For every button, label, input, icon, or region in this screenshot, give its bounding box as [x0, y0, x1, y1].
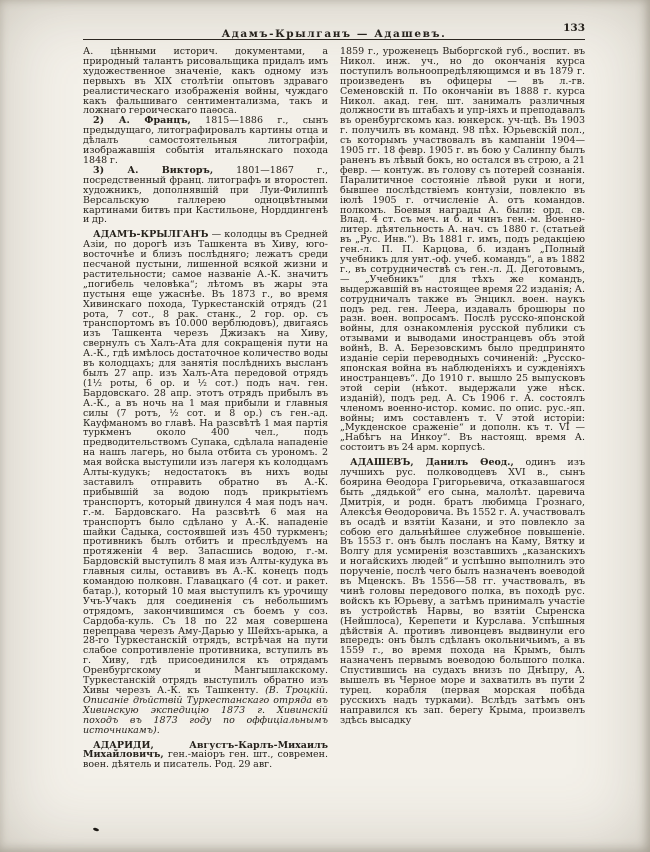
entry-adam-franz	[83, 116, 328, 166]
paragraph-text: ген.-маіоръ ген. шт., современ. воен. дѣятель и писатель. Род. 29 авг.	[83, 749, 328, 771]
entry-adashev	[340, 458, 585, 725]
page-header	[83, 22, 585, 40]
paragraph-text: 1801—1867 г., посредственный франц. литографъ и второстеп. художникъ, дополнявшій при Луи-Филиппѣ Версальскую галлерею одноцвѣтными картинами битвъ при Кастильоне, Норддингенѣ и др.	[83, 164, 328, 226]
entry-headword: 3) А. Викторъ,	[93, 164, 214, 176]
entry-adaridi	[83, 741, 328, 771]
paragraph-continuation	[340, 47, 585, 453]
ink-speck	[93, 827, 100, 832]
page-content	[83, 22, 585, 770]
entry-headword: АДАШЕВЪ, Данилъ Ѳеод.,	[350, 457, 514, 469]
paragraph-text: 1815—1886 г., сынъ предыдущаго, литографировалъ картины отца и дѣлалъ самостоятельныя литографіи, изображавшія событія итальянскаго похода 1848 г.	[83, 115, 328, 166]
paragraph-text: одинъ изъ лучшихъ рус. полководцевъ XVI в., сынъ боярина Ѳеодора Григорьевича, отказавшагося быть „дядькой“ его сына, малолѣт. царевича Дмитрія, и родн. братъ любимца Грознаго, Алексѣя Ѳеодоровича. Въ 1552 г. А. участвовалъ въ осадѣ и взятіи Казани, и это повлекло за собою его дальнѣйшее служебное повышеніе. Въ 1553 г. онъ былъ посланъ на Каму, Вятку и Волгу для усмиренія возставшихъ „казанскихъ и ногайскихъ людей“ и успѣшно выполнилъ это порученіе, послѣ чего былъ назначенъ воеводой въ Мценскъ. Въ 1556—58 гг. участвовалъ, въ чинѣ головы передового полка, въ походѣ рус. войскъ къ Юрьеву, а затѣмъ принималъ участіе въ устройствѣ Нарвы, во взятіи Сыренска (Нейшлоса), Керепети и Курслава. Успѣшныя дѣйствія А. противъ ливонцевъ выдвинули его впередъ: онъ былъ сдѣланъ окольничьимъ, а въ 1559 г., во время похода на Крымъ, былъ назначенъ первымъ воеводою большого полка. Спустившись на судахъ внизъ по Днѣпру, А. вышелъ въ Черное море и захватилъ въ пути 2 турец. корабля (первая морская побѣда русскихъ надъ турками). Вслѣдъ затѣмъ онъ направился къ зап. берегу Крыма, произвелъ здѣсь высадку	[340, 457, 585, 726]
paragraph-text: 1859 г., уроженецъ Выборгской губ., воспит. въ Никол. инж. уч., но до окончанія курса поступилъ вольноопредѣляющимся и въ 1879 г. произведенъ въ офицеры — въ л.-гв. Семеновскій п. По окончаніи въ 1888 г. курса Никол. акад. ген. шт. занималъ различныя должности въ штабахъ и упр-іяхъ и преподавалъ въ оренбургскомъ каз. юнкерск. уч-щѣ. Въ 1903 г. получилъ въ команд. 98 пѣх. Юрьевскій пол., съ которымъ участвовалъ въ кампаніи 1904—1905 гг. 18 февр. 1905 г. въ бою у Салинпу былъ раненъ въ лѣвый бокъ, но остался въ строю, а 21 февр. — контуж. въ голову съ потерей сознанія. Паралитичное состояніе лѣвой руки и ноги, бывшее послѣдствіемъ контузіи, повлекло въ іюлѣ 1905 г. отчисленіе А. отъ командов. полкомъ. Боевыя награды А. были: орд. св. Влад. 4 ст. съ меч. и б. и чинъ ген.-м. Военно-литер. дѣятельность А. нач. съ 1880 г. (статьей въ „Рус. Инв.“). Въ 1881 г. имъ, подъ редакціею ген.-л. П. П. Карцова, б. изданъ „Полный учебникъ для унт.-оф. учеб. командъ“, а въ 1882 г., въ сотрудничествѣ съ ген.-л. Д. Деготовымъ, — „Учебникъ“ для тѣхъ же командъ, выдержавшій въ настоящее время 22 изданія; А. сотрудничалъ также въ Энцикл. воен. наукъ подъ ред. ген. Леера, издавалъ брошюры по разн. воен. вопросамъ. Послѣ русско-японской войны, для ознакомленія русской публики съ отзывами и выводами иностранцевъ объ этой войнѣ, В. А. Березовскимъ было предпринято изданіе серіи переводныхъ сочиненій: „Русско-японская война въ наблюденіяхъ и сужденіяхъ иностранцевъ“. До 1910 г. вышло 25 выпусковъ этой серіи (нѣкот. выдержали уже нѣск. изданій), подъ ред. А. Съ 1906 г. А. состоялъ членомъ военно-истор. комис. по опис. рус.-яп. войны; имъ составленъ т. V этой исторіи: „Мукденское сраженіе“ и дополн. къ т. VI — „Набѣгъ на Инкоу“. Въ настоящ. время А. состоитъ въ 24 арм. корпусѣ.	[340, 46, 585, 454]
entry-adam-krylgan	[83, 230, 328, 735]
page-number: 133	[563, 22, 585, 34]
paragraph-continuation	[83, 47, 328, 116]
right-column	[340, 47, 585, 770]
running-title: Адамъ-Крылганъ — Адашевъ.	[221, 28, 447, 40]
left-column	[83, 47, 328, 770]
entry-adam-viktor	[83, 166, 328, 225]
citation-text: (В. Троцкій. Описаніе дѣйствій Туркестанскаго отряда въ Хивинскую экспедицію 1873 г. Хивинскій походъ въ 1873 году по оффиціальнымъ источникамъ).	[83, 685, 328, 736]
paragraph-text: — колодцы въ Средней Азіи, по дорогѣ изъ Ташкента въ Хиву, юго-восточнѣе и близъ послѣдняго; лежатъ среди песчаной пустыни, лишенной всякой жизни и растительности; самое названіе А.-К. значитъ „погибель человѣка“; лѣтомъ въ жары эта пустыня еще ужаснѣе. Въ 1873 г., во время Хивинскаго похода, Туркестанскій отрядъ (21 рота, 7 сот., 8 рак. станк., 2 гор. ор. съ транспортомъ въ 10.000 верблюдовъ), двигаясь изъ Ташкента черезъ Джизакъ на Хиву, свернулъ съ Халъ-Ата для сокращенія пути на А.-К., гдѣ имѣлось достаточное количество воды въ колодцахъ; для занятія послѣднихъ высланъ былъ 27 апр. изъ Халъ-Ата передовой отрядъ (1½ роты, 6 ор. и ½ сот.) подъ нач. ген. Бардовскаго. 28 апр. этотъ отрядъ прибылъ въ А.-К., а въ ночь на 1 мая прибыли и главныя силы (7 ротъ, ½ сот. и 8 ор.) съ ген.-ад. Кауфманомъ во главѣ. На разсвѣтѣ 1 мая партія туркменъ около 400 чел., подъ предводительствомъ Супака, сдѣлала нападеніе на нашъ лагерь, но была отбита съ урономъ. 2 мая войска выступили изъ лагеря къ колодцамъ Алты-кудукъ; недостатокъ въ нихъ воды заставилъ отправить обратно въ А.-К. прибывшій за водою подъ прикрытіемъ транспортъ, который двинулся 4 мая подъ нач. г.-м. Бардовскаго. На разсвѣтѣ 6 мая на транспортъ было сдѣлано у А.-К. нападеніе шайки Садыка, состоявшей изъ 450 туркменъ; противникъ былъ отбитъ и преслѣдуемъ на протяженіи 4 вер. Запасшись водою, г.-м. Бардовскій выступилъ 8 мая изъ Алты-кудука въ главныя силы, оставивъ въ А.-К. конецъ подъ командою полковн. Главацкаго (4 сот. и ракет. батар.), который 10 мая выступилъ къ урочищу Учъ-Учакъ для соединенія съ небольшимъ отрядомъ, закончившимся съ боемъ у соз. Сардоба-куль. Съ 18 по 22 мая совершена переправа черезъ Аму-Дарью у Шейхъ-арыка, а 28-го Туркестанскій отрядъ, встрѣчая на пути слабое сопротивленіе противника, вступилъ въ г. Хиву, гдѣ присоединился къ отрядамъ Оренбургскому и Мангышлакскому. Туркестанскій отрядъ выступилъ обратно изъ Хивы черезъ А.-К. къ Ташкенту.	[83, 229, 328, 696]
entry-headword: 2) А. Францъ,	[93, 115, 191, 127]
paragraph-text: А. цѣнными историч. документами, а природный талантъ рисовальщика придалъ имъ художественное значеніе, какъ одному изъ первыхъ въ XIX столѣтіи опытовъ здраваго реалистическаго изображенія войны, чуждаго какъ фальшиваго сентиментализма, такъ и ложнаго героическаго паѳоса.	[83, 46, 328, 117]
entry-headword: АДАМЪ-КРЫЛГАНЪ	[93, 229, 209, 241]
text-columns	[83, 47, 585, 770]
entry-headword: АДАРИДИ, Августъ-Карлъ-Михаилъ Михайловичъ,	[83, 739, 328, 761]
